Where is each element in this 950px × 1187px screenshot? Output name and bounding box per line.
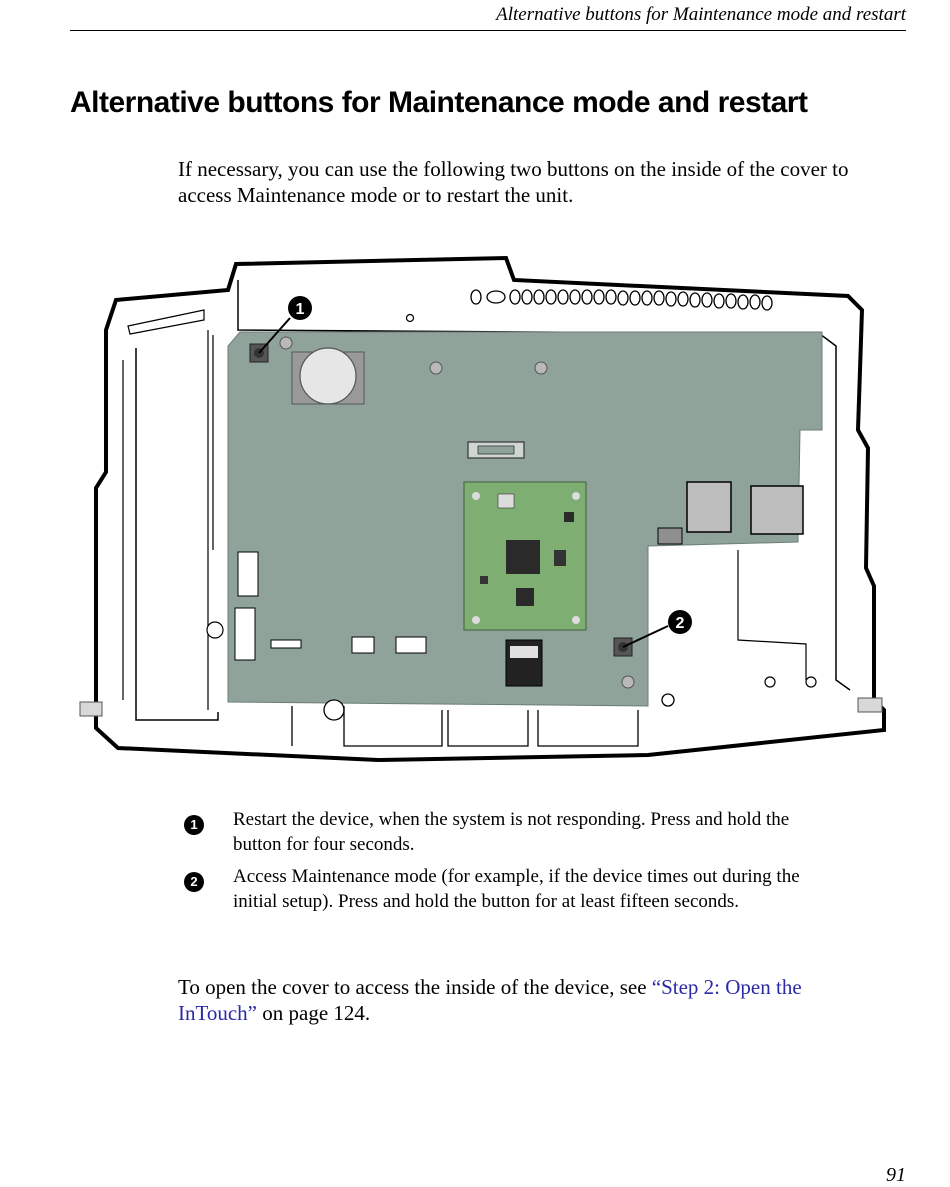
mount-hole-top — [407, 315, 414, 322]
coin-battery — [300, 348, 356, 404]
marker-1 — [288, 296, 312, 320]
page-number: 91 — [886, 1164, 906, 1186]
callout-text: Access Maintenance mode (for example, if the device times out during the initial setup). Press and hold the button for at least fifteen seconds. — [233, 866, 800, 912]
running-head: Alternative buttons for Maintenance mode and restart — [496, 4, 906, 25]
step-2-link[interactable]: “Step 2: Open the InTouch” — [178, 975, 802, 1025]
standoff — [280, 337, 292, 349]
section-title: Alternative buttons for Maintenance mode and restart — [70, 86, 808, 119]
callout-list — [182, 808, 822, 922]
standoff — [622, 676, 634, 688]
header-rule — [70, 30, 906, 31]
callout-text: Restart the device, when the system is not responding. Press and hold the button for four seconds. — [233, 809, 790, 855]
device-cover-illustration — [78, 250, 898, 765]
mount-hole-left — [207, 622, 223, 638]
marker-2 — [668, 610, 692, 634]
marker-2-label: 2 — [675, 615, 685, 632]
marker-1-label: 1 — [295, 301, 305, 318]
callout-marker: 2 — [184, 872, 204, 892]
closing-text-before: To open the cover to access the inside of the device, see — [178, 975, 652, 999]
closing-paragraph — [178, 974, 878, 1026]
callout-item — [182, 865, 822, 914]
closing-text-after: on page 124. — [257, 1001, 371, 1025]
intro-paragraph: If necessary, you can use the following two buttons on the inside of the cover to access Maintenance mode or to restart the unit. — [178, 157, 849, 207]
callout-marker: 1 — [184, 815, 204, 835]
callout-item — [182, 808, 822, 857]
standoff — [535, 362, 547, 374]
standoff — [430, 362, 442, 374]
